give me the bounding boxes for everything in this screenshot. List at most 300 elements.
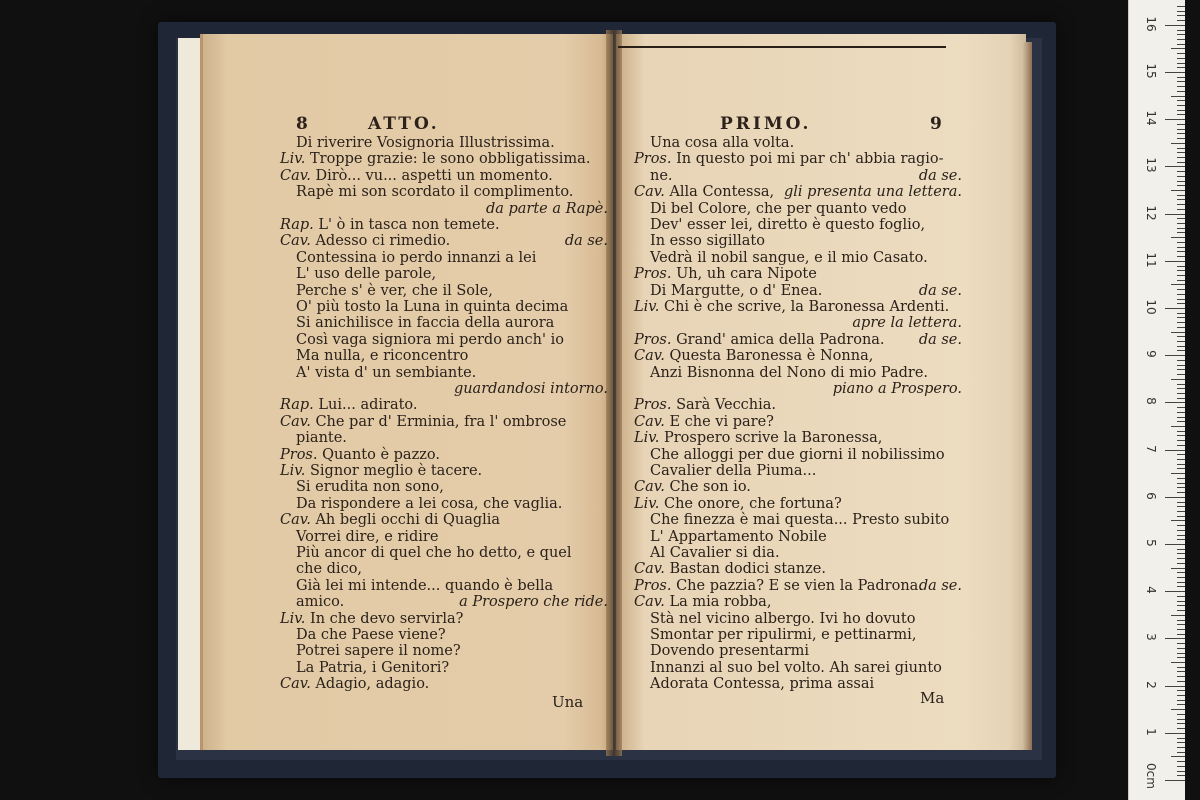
verse-text: Prospero scrive la Baronessa, — [663, 430, 883, 447]
ruler-tick — [1177, 199, 1185, 200]
verse-text: Già lei mi intende... quando è bella — [296, 577, 554, 594]
speaker-label: Liv. — [634, 430, 664, 447]
verse-text: Di Margutte, o d' Enea. — [650, 282, 823, 299]
ruler-tick — [1165, 261, 1185, 262]
ruler-tick — [1177, 714, 1185, 715]
verse-text: Ma nulla, e riconcentro — [296, 348, 469, 365]
text-line — [650, 513, 949, 528]
speaker-label: Pros. — [634, 266, 677, 283]
ruler-tick — [1165, 450, 1185, 451]
text-line — [296, 579, 553, 594]
speaker-label: Cav. — [634, 348, 670, 365]
verse-text: Che par d' Erminia, fra l' ombrose — [315, 413, 567, 430]
ruler-tick — [1177, 232, 1185, 233]
ruler-tick — [1177, 719, 1185, 720]
ruler-tick — [1177, 572, 1185, 573]
ruler-tick — [1171, 284, 1185, 285]
ruler-tick — [1177, 610, 1185, 611]
ruler-tick — [1177, 110, 1185, 111]
text-line — [280, 398, 418, 413]
stage-direction: da se. — [918, 577, 962, 594]
verse-text: La Patria, i Genitori? — [296, 659, 450, 676]
page-edge — [1022, 42, 1032, 750]
ruler-tick — [1177, 256, 1185, 257]
right-catchword: Ma — [920, 689, 945, 707]
top-rule — [618, 46, 946, 48]
ruler-tick — [1177, 384, 1185, 385]
ruler-tick — [1177, 77, 1185, 78]
text-line — [650, 661, 942, 676]
text-line — [650, 644, 809, 659]
stage-direction: da se. — [918, 331, 962, 348]
ruler-tick — [1171, 379, 1185, 380]
ruler-tick — [1177, 204, 1185, 205]
ruler-tick — [1177, 218, 1185, 219]
text-line — [650, 448, 945, 463]
text-line — [280, 448, 440, 463]
ruler-tick — [1177, 20, 1185, 21]
speaker-label: Liv. — [634, 299, 664, 315]
ruler-tick — [1177, 412, 1185, 413]
left-catchword: Una — [552, 693, 584, 711]
text-line — [280, 677, 429, 692]
text-line — [634, 398, 776, 413]
ruler-tick — [1177, 511, 1185, 512]
text-line — [634, 480, 751, 495]
ruler-number: 6 — [1144, 491, 1158, 500]
text-line — [296, 366, 476, 381]
verse-text: Vedrà il nobil sangue, e il mio Casato. — [650, 249, 928, 266]
text-line — [650, 612, 915, 627]
ruler-tick — [1177, 421, 1185, 422]
ruler-tick — [1177, 247, 1185, 248]
ruler-tick — [1177, 728, 1185, 729]
ruler-tick — [1177, 468, 1185, 469]
ruler-tick — [1177, 105, 1185, 106]
ruler-tick — [1177, 365, 1185, 366]
stage-direction: guardandosi intorno. — [453, 381, 608, 397]
ruler-tick — [1171, 473, 1185, 474]
ruler-number: 1 — [1144, 727, 1158, 736]
ruler-tick — [1171, 568, 1185, 569]
right-page-number: 9 — [930, 114, 945, 134]
text-line — [650, 628, 916, 643]
ruler-number: 11 — [1144, 252, 1158, 268]
text-line — [296, 431, 347, 446]
text-line — [650, 136, 794, 151]
text-line — [296, 349, 468, 364]
verse-text: Questa Baronessa è Nonna, — [669, 348, 874, 365]
speaker-label: Cav. — [280, 167, 316, 184]
verse-text: Che finezza è mai questa... Presto subito — [650, 512, 950, 529]
ruler-tick — [1165, 497, 1185, 498]
speaker-label: Cav. — [280, 413, 316, 430]
text-line — [650, 169, 673, 184]
text-line — [296, 300, 568, 315]
speaker-label: Pros. — [280, 446, 323, 463]
verse-text: Dovendo presentarmi — [650, 643, 810, 660]
ruler-tick — [1177, 435, 1185, 436]
stage-direction: da parte a Rapè. — [485, 200, 608, 217]
text-line — [280, 169, 553, 184]
book-gutter — [606, 30, 622, 756]
ruler-tick — [1177, 657, 1185, 658]
ruler-tick — [1177, 624, 1185, 625]
ruler-tick — [1177, 742, 1185, 743]
ruler-tick — [1177, 133, 1185, 134]
text-line — [296, 562, 362, 577]
verse-text: Quanto è pazzo. — [322, 446, 440, 463]
ruler-tick — [1171, 332, 1185, 333]
verse-text: Adesso ci rimedio. — [315, 233, 451, 250]
ruler-tick — [1165, 544, 1185, 545]
speaker-label: Cav. — [634, 594, 670, 611]
ruler-tick — [1177, 58, 1185, 59]
ruler-number: 10 — [1144, 299, 1158, 315]
speaker-label: Rap. — [280, 397, 319, 414]
verse-text: Al Cavalier si dia. — [650, 545, 780, 561]
ruler-tick — [1177, 440, 1185, 441]
ruler-tick — [1177, 535, 1185, 536]
ruler-tick — [1177, 280, 1185, 281]
ruler-tick — [1177, 313, 1185, 314]
ruler-tick — [1177, 86, 1185, 87]
ruler-tick — [1171, 237, 1185, 238]
stage-direction: da se. — [564, 233, 608, 250]
text-line — [296, 136, 555, 151]
text-line — [634, 562, 826, 577]
ruler-tick — [1177, 242, 1185, 243]
ruler-tick — [1177, 369, 1185, 370]
ruler-tick — [1177, 299, 1185, 300]
verse-text: Grand' amica della Padrona. — [676, 331, 885, 348]
ruler-tick — [1177, 483, 1185, 484]
ruler-tick — [1177, 723, 1185, 724]
ruler-tick — [1177, 761, 1185, 762]
verse-text: Da che Paese viene? — [296, 627, 446, 643]
text-line — [296, 333, 564, 348]
speaker-label: Pros. — [634, 577, 677, 594]
ruler-number: 13 — [1144, 157, 1158, 174]
ruler-tick — [1177, 629, 1185, 630]
verse-text: Ah begli occhi di Quaglia — [315, 512, 501, 529]
verse-text: Più ancor di quel che ho detto, e quel — [296, 545, 572, 561]
speaker-label: Cav. — [634, 561, 670, 578]
stage-direction: gli presenta una lettera. — [784, 184, 962, 201]
verse-text: che dico, — [296, 561, 363, 578]
speaker-label: Liv. — [280, 610, 310, 627]
verse-text: Adorata Contessa, prima assai — [650, 676, 875, 693]
verse-text: Di riverire Vosignoria Illustrissima. — [296, 135, 555, 151]
verse-text: L' ò in tasca non temete. — [318, 217, 500, 233]
ruler-tick — [1177, 700, 1185, 701]
ruler-tick — [1177, 653, 1185, 654]
speaker-label: Cav. — [280, 233, 316, 250]
ruler-tick — [1177, 530, 1185, 531]
ruler-tick — [1177, 563, 1185, 564]
text-line — [280, 152, 590, 167]
ruler-number: 2 — [1144, 680, 1158, 689]
ruler-tick — [1177, 157, 1185, 158]
ruler-tick — [1177, 417, 1185, 418]
ruler-tick — [1171, 756, 1185, 757]
ruler-tick — [1165, 733, 1185, 734]
ruler-tick — [1177, 138, 1185, 139]
ruler-tick — [1177, 11, 1185, 12]
ruler-tick — [1171, 426, 1185, 427]
ruler-number: 14 — [1144, 110, 1158, 126]
ruler-tick — [1177, 459, 1185, 460]
text-line — [280, 415, 566, 430]
ruler-tick — [1177, 487, 1185, 488]
text-line — [650, 284, 822, 299]
ruler-tick — [1177, 695, 1185, 696]
ruler-tick — [1177, 223, 1185, 224]
ruler-tick — [1177, 539, 1185, 540]
ruler-tick — [1177, 586, 1185, 587]
verse-text: ne. — [650, 167, 673, 184]
ruler-tick — [1177, 681, 1185, 682]
speaker-label: Pros. — [634, 151, 677, 168]
ruler-tick — [1177, 374, 1185, 375]
ruler-tick — [1177, 620, 1185, 621]
ruler-tick — [1171, 662, 1185, 663]
text-line — [650, 218, 925, 233]
ruler-tick — [1177, 152, 1185, 153]
ruler-tick — [1177, 506, 1185, 507]
verse-text: Lui... adirato. — [318, 397, 418, 414]
ruler-tick — [1177, 270, 1185, 271]
ruler-tick — [1177, 478, 1185, 479]
speaker-label: Pros. — [634, 331, 677, 348]
ruler-tick — [1165, 214, 1185, 215]
ruler-tick — [1177, 553, 1185, 554]
verse-text: Da rispondere a lei cosa, che vaglia. — [296, 495, 563, 512]
ruler-number: 9 — [1144, 350, 1158, 358]
ruler-tick — [1165, 780, 1185, 781]
ruler-tick — [1171, 615, 1185, 616]
ruler-tick — [1177, 752, 1185, 753]
verse-text: Bastan dodici stanze. — [669, 561, 826, 578]
text-line — [650, 202, 907, 217]
ruler-tick — [1177, 775, 1185, 776]
ruler-tick — [1165, 166, 1185, 167]
ruler-tick — [1165, 25, 1185, 26]
ruler-tick — [1177, 100, 1185, 101]
verse-text: Potrei sapere il nome? — [296, 643, 461, 660]
ruler-number: 7 — [1144, 444, 1158, 453]
ruler-tick — [1177, 228, 1185, 229]
text-line — [634, 152, 944, 167]
text-line — [634, 497, 842, 512]
ruler-tick — [1177, 336, 1185, 337]
verse-text: amico. — [296, 594, 345, 611]
ruler-tick — [1177, 251, 1185, 252]
text-line — [634, 300, 949, 315]
text-line — [296, 644, 461, 659]
ruler-tick — [1177, 209, 1185, 210]
verse-text: Adagio, adagio. — [315, 676, 430, 693]
verse-text: Perche s' è ver, che il Sole, — [296, 282, 493, 299]
ruler-tick — [1165, 119, 1185, 120]
speaker-label: Cav. — [280, 676, 316, 693]
ruler-tick — [1177, 525, 1185, 526]
left-running-head: ATTO. — [368, 114, 440, 134]
ruler-tick — [1165, 686, 1185, 687]
ruler-tick — [1177, 114, 1185, 115]
ruler-tick — [1177, 266, 1185, 267]
ruler-tick — [1177, 322, 1185, 323]
verse-text: E che vi pare? — [669, 413, 774, 430]
text-line — [634, 579, 923, 594]
verse-text: Una cosa alla volta. — [650, 135, 795, 151]
ruler-number: 5 — [1144, 539, 1158, 547]
ruler-tick — [1177, 516, 1185, 517]
text-line — [280, 234, 450, 249]
ruler-number: 3 — [1144, 633, 1158, 642]
verse-text: Che pazzia? E se vien la Padrona. — [676, 577, 923, 594]
ruler-tick — [1177, 162, 1185, 163]
ruler-tick — [1165, 308, 1185, 309]
verse-text: Alla Contessa, — [669, 184, 775, 201]
ruler-tick — [1177, 643, 1185, 644]
ruler-tick — [1177, 185, 1185, 186]
ruler-tick — [1171, 709, 1185, 710]
verse-text: L' Appartamento Nobile — [650, 528, 827, 545]
text-line — [296, 595, 344, 610]
ruler-tick — [1177, 671, 1185, 672]
text-line — [296, 267, 436, 282]
ruler-tick — [1177, 81, 1185, 82]
ruler-tick — [1177, 605, 1185, 606]
text-line — [634, 349, 873, 364]
text-line — [296, 628, 446, 643]
ruler-tick — [1177, 771, 1185, 772]
ruler-tick — [1177, 738, 1185, 739]
verse-text: Che son io. — [669, 479, 751, 496]
verse-text: piante. — [296, 430, 347, 447]
verse-text: Così vaga signiora mi perdo anch' io — [296, 331, 564, 348]
verse-text: Che alloggi per due giorni il nobilissimo — [650, 446, 945, 463]
text-line — [296, 284, 493, 299]
ruler-tick — [1177, 15, 1185, 16]
verse-text: Si erudita non sono, — [296, 479, 444, 496]
text-line — [280, 513, 500, 528]
text-line — [296, 251, 536, 266]
ruler-number: 4 — [1144, 586, 1158, 594]
speaker-label: Rap. — [280, 217, 319, 233]
ruler-unit-label: 0cm — [1144, 763, 1158, 789]
stage-direction: da se. — [918, 167, 962, 184]
ruler-tick — [1177, 63, 1185, 64]
verse-text: O' più tosto la Luna in quinta decima — [296, 299, 569, 315]
ruler-tick — [1171, 48, 1185, 49]
text-line — [650, 464, 816, 479]
speaker-label: Liv. — [280, 463, 310, 479]
verse-text: Smontar per ripulirmi, e pettinarmi, — [650, 627, 917, 643]
ruler-tick — [1177, 445, 1185, 446]
ruler-tick — [1177, 492, 1185, 493]
text-line — [650, 530, 827, 545]
ruler-tick — [1177, 393, 1185, 394]
text-line — [296, 480, 444, 495]
ruler-tick — [1171, 520, 1185, 521]
ruler-tick — [1177, 360, 1185, 361]
ruler-tick — [1177, 317, 1185, 318]
verse-text: Anzi Bisnonna del Nono di mio Padre. — [650, 364, 929, 381]
ruler-number: 8 — [1144, 397, 1158, 406]
verse-text: Stà nel vicino albergo. Ivi ho dovuto — [650, 610, 916, 627]
ruler-number: 12 — [1144, 204, 1158, 221]
ruler-tick — [1177, 181, 1185, 182]
ruler-tick — [1177, 407, 1185, 408]
speaker-label: Cav. — [280, 512, 316, 529]
ruler-tick — [1177, 129, 1185, 130]
verse-text: Dev' esser lei, diretto è questo foglio, — [650, 217, 926, 233]
stage-direction: apre la lettera. — [852, 315, 962, 332]
ruler-tick — [1165, 72, 1185, 73]
ruler-number: 16 — [1144, 16, 1158, 32]
speaker-label: Cav. — [634, 184, 670, 201]
ruler-tick — [1177, 195, 1185, 196]
text-line — [296, 661, 449, 676]
ruler-tick — [1177, 341, 1185, 342]
measuring-ruler — [1128, 0, 1185, 800]
ruler-tick — [1177, 148, 1185, 149]
verse-text: Uh, uh cara Nipote — [676, 266, 817, 283]
verse-text: Signor meglio è tacere. — [309, 463, 483, 479]
ruler-tick — [1177, 690, 1185, 691]
ruler-tick — [1177, 766, 1185, 767]
ruler-tick — [1171, 96, 1185, 97]
verse-text: Troppe grazie: le sono obbligatissima. — [309, 151, 591, 168]
verse-text: La mia robba, — [669, 594, 772, 611]
speaker-label: Liv. — [634, 495, 664, 512]
ruler-tick — [1177, 34, 1185, 35]
verse-text: Dirò... vu... aspetti un momento. — [315, 167, 553, 184]
text-line — [296, 497, 562, 512]
verse-text: Innanzi al suo bel volto. Ah sarei giunto — [650, 659, 942, 676]
text-line — [634, 267, 817, 282]
ruler-tick — [1177, 176, 1185, 177]
ruler-tick — [1177, 454, 1185, 455]
ruler-tick — [1177, 577, 1185, 578]
ruler-tick — [1177, 596, 1185, 597]
verse-text: Contessina io perdo innanzi a lei — [296, 249, 537, 266]
stage-direction: da se. — [918, 282, 962, 299]
speaker-label: Cav. — [634, 413, 670, 430]
text-line — [296, 185, 573, 200]
ruler-tick — [1177, 676, 1185, 677]
ruler-tick — [1177, 388, 1185, 389]
verse-text: Che onore, che fortuna? — [663, 495, 842, 512]
ruler-tick — [1177, 398, 1185, 399]
ruler-tick — [1177, 39, 1185, 40]
ruler-tick — [1177, 704, 1185, 705]
text-line — [634, 415, 774, 430]
text-line — [634, 185, 774, 200]
ruler-tick — [1165, 355, 1185, 356]
ruler-tick — [1177, 53, 1185, 54]
ruler-tick — [1177, 558, 1185, 559]
left-page-number: 8 — [296, 114, 311, 134]
speaker-label: Cav. — [634, 479, 670, 496]
verse-text: Cavalier della Piuma... — [650, 463, 817, 479]
ruler-tick — [1177, 171, 1185, 172]
text-line — [296, 316, 554, 331]
ruler-tick — [1177, 289, 1185, 290]
ruler-tick — [1177, 67, 1185, 68]
